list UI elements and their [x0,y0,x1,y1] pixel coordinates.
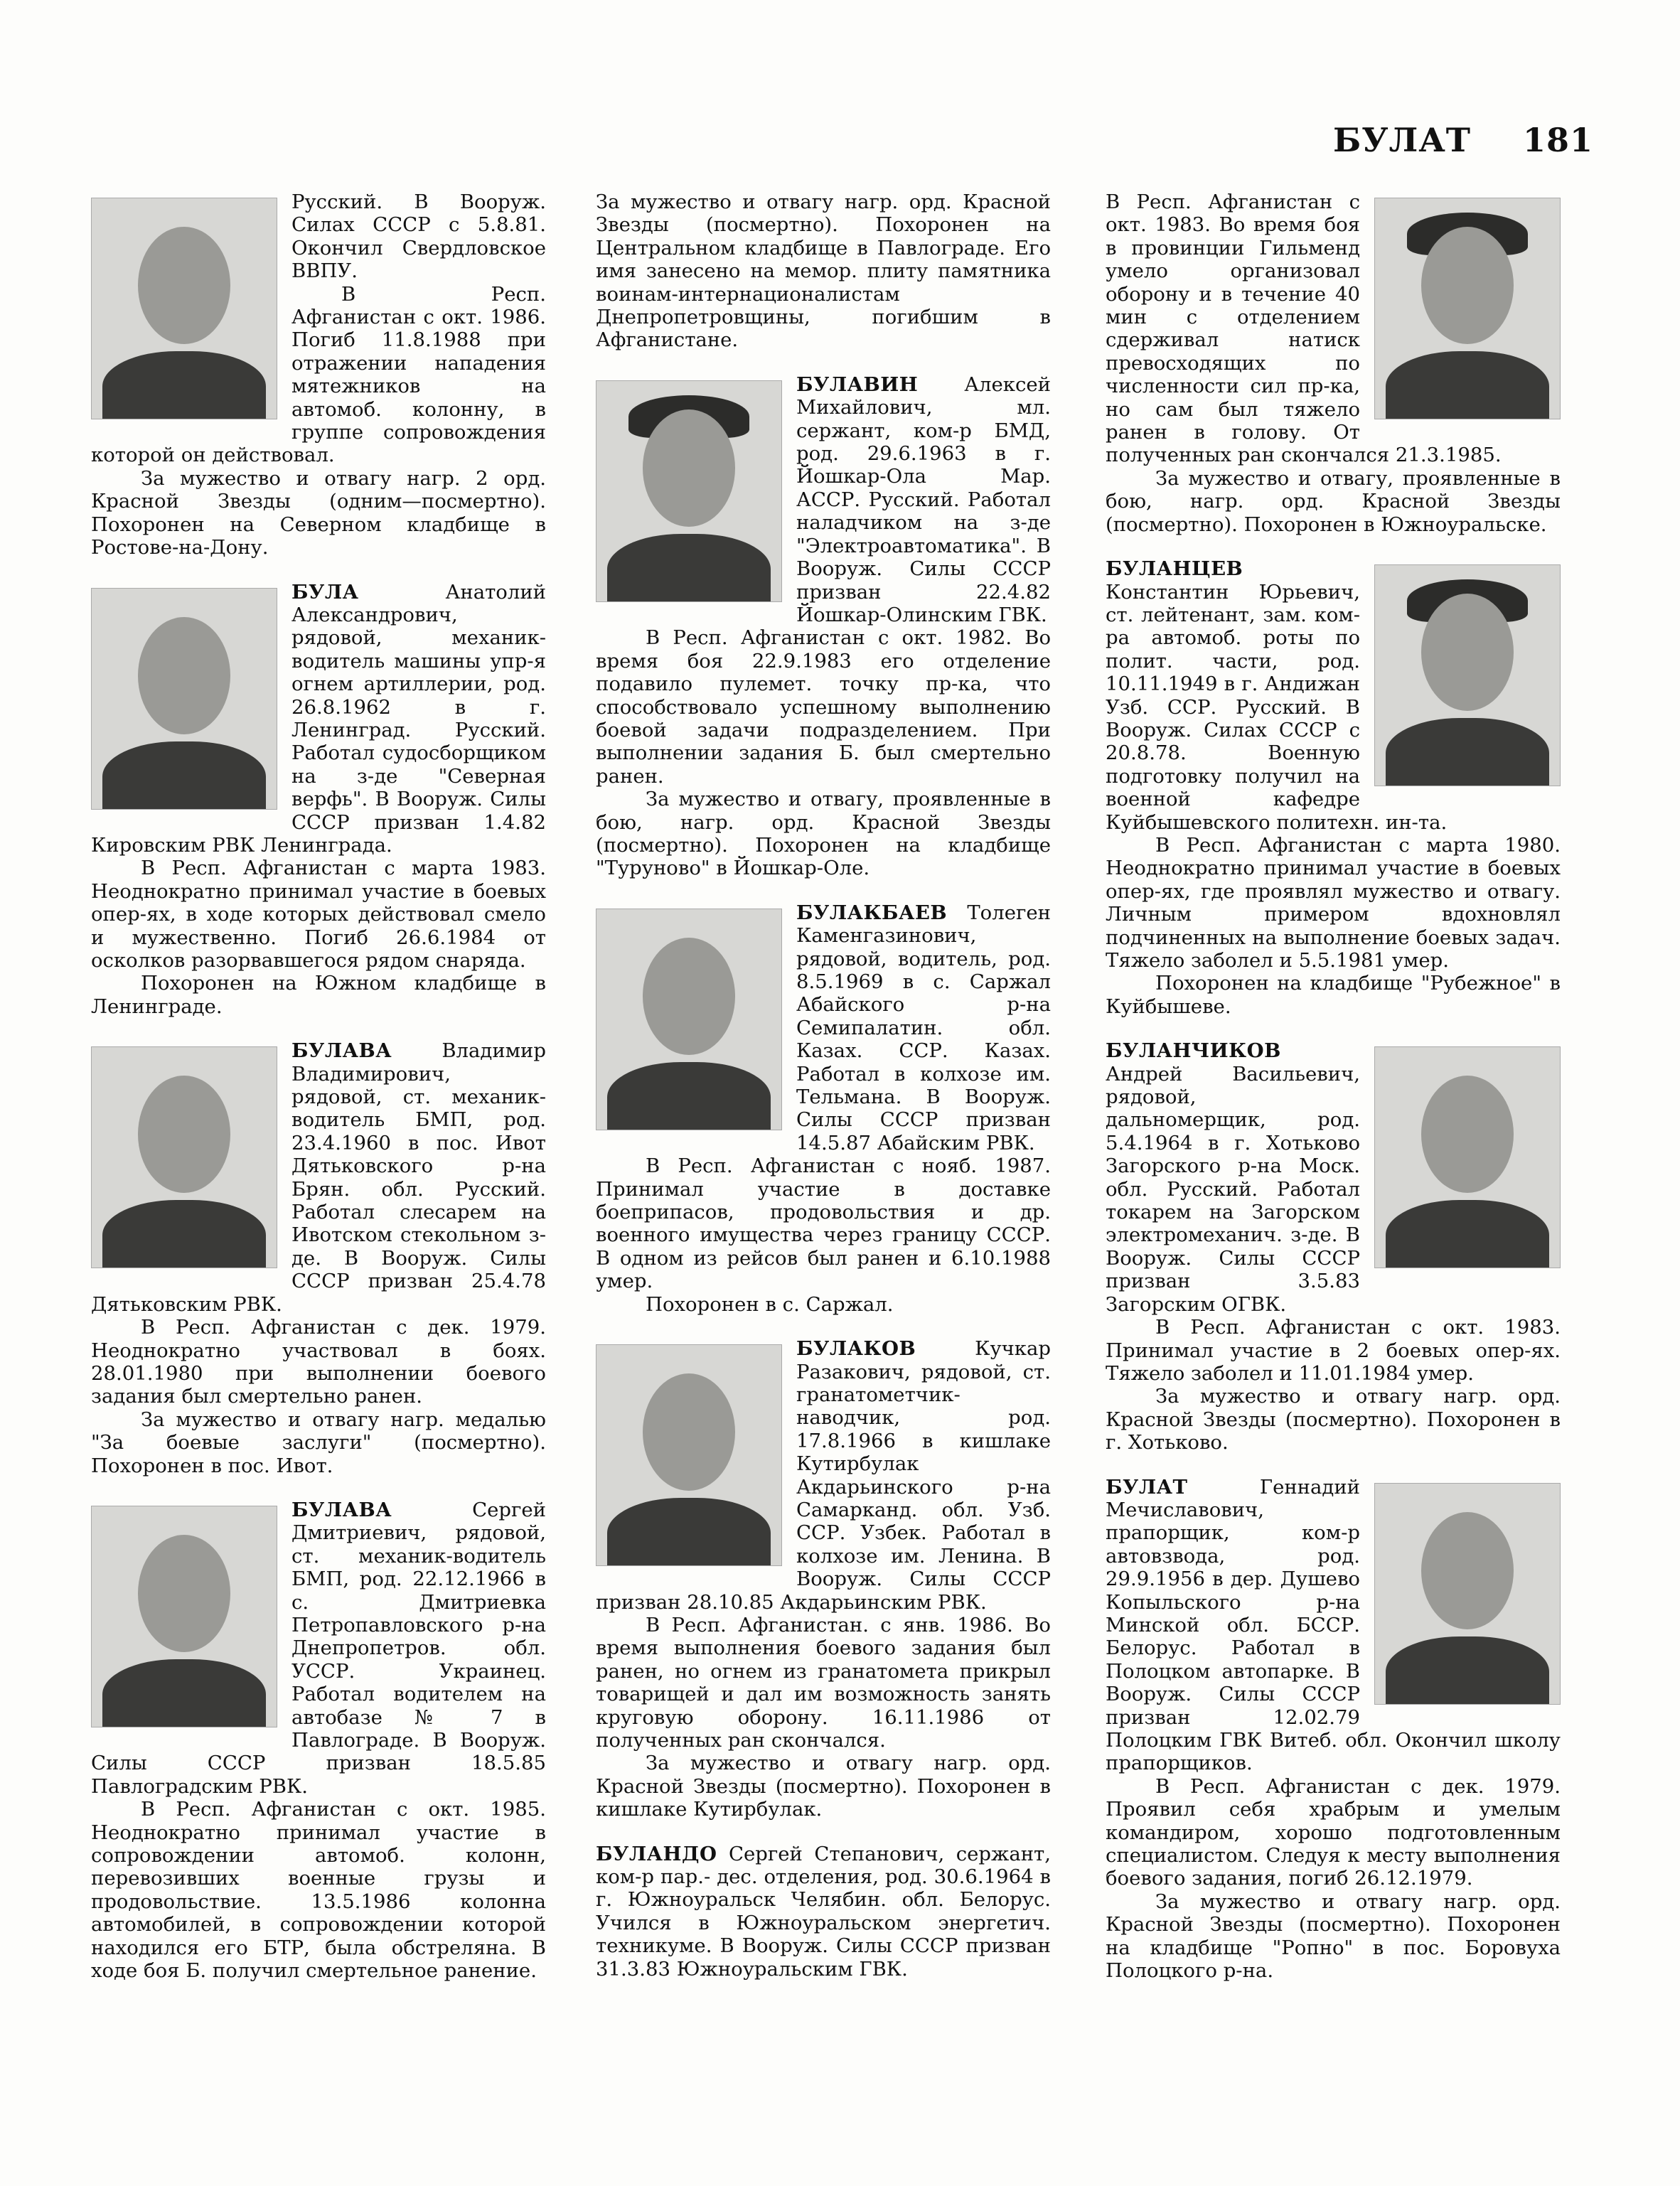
portrait-photo [596,1344,782,1566]
paragraph-text: В Респ. Афганистан с окт. 1982. Во время боя 22.9.1983 его отделение подавило пулемет. точку пр-ка, что способствовало успешному выполнению боевой задачи подразделением. При выполнении задания Б. был смертельно ранен. [596,626,1051,788]
entry-paragraph [596,1843,1051,1981]
entry-surname: БУЛА [291,580,359,604]
biography-entry [1106,557,1561,1018]
entry-surname: БУЛАТ [1106,1475,1188,1499]
entry-paragraph [91,1316,546,1408]
paragraph-text: В Респ. Афганистан с дек. 1979. Проявил себя храбрым и умелым командиром, хорошо подготовленным специалистом. Следуя к месту выполнения боевого задания, погиб 26.12.1979. [1106,1774,1561,1890]
portrait-head [643,1373,735,1491]
entry-paragraph [1106,834,1561,972]
portrait-head [1421,594,1514,711]
biography-entry [91,1499,546,1983]
column-3 [1106,191,1561,2003]
paragraph-text: За мужество и отвагу нагр. 2 орд. Красной Звезды (одним—посмертно). Похоронен на Северном кладбище в Ростове-на-Дону. [91,466,546,559]
entry-paragraph [596,626,1051,788]
entry-paragraph [91,1798,546,1982]
entry-paragraph [596,1293,1051,1316]
paragraph-text: В Респ. Афганистан с марта 1980. Неоднократно принимал участие в боевых опер-ях, где проявлял мужество и отвагу. Личным примером вдохновлял подчиненных на выполнение боевых задач. Тяжело заболел и 5.5.1981 умер. [1106,833,1561,972]
paragraph-text: Геннадий Мечиславович, прапорщик, ком-р автовзвода, род. 29.9.1956 в дер. Душево Копыльского р-на Минской обл. БССР. Белорус. Работал в Полоцком автопарке. В Вооруж. Силы СССР призван 12.02.79 Полоцким ГВК Витеб. обл. Окончил школу прапорщиков. [1106,1475,1561,1775]
portrait-photo [596,380,782,602]
entry-paragraph [1106,1385,1561,1454]
biography-entry [91,581,546,1019]
biography-entry [1106,191,1561,536]
paragraph-text: Владимир Владимирович, рядовой, ст. механик-водитель БМП, род. 23.4.1960 в пос. Ивот Дятьковского р-на Брян. обл. Русский. Работал слесарем на Ивотском стекольном з-де. В Вооруж. Силы СССР призван 25.4.78 Дятьковским РВК. [91,1039,546,1316]
portrait-photo [1374,1046,1561,1268]
page-number: 181 [1523,121,1594,159]
entry-paragraph [91,972,546,1018]
portrait-body [102,351,266,419]
portrait-body [607,1062,771,1130]
portrait-body [1386,1200,1549,1268]
paragraph-text: Сергей Дмитриевич, рядовой, ст. механик-водитель БМП, род. 22.12.1966 в с. Дмитриевка Петропавловского р-на Днепропетров. обл. УССР. Украинец. Работал водителем на автобазе № 7 в Павлограде. В Вооруж. Силы СССР призван 18.5.85 Павлоградским РВК. [91,1498,546,1798]
paragraph-text: Толеген Каменгазинович, рядовой, водитель, род. 8.5.1969 в с. Саржал Абайского р-на Семипалатин. обл. Казах. ССР. Казах. Работал в колхозе им. Тельмана. В Вооруж. Силы СССР призван 14.5.87 Абайским РВК. [796,901,1051,1154]
running-header-word: БУЛАТ [1333,121,1472,159]
portrait-head [138,617,230,734]
portrait-head [1421,227,1514,344]
paragraph-text: Похоронен на кладбище "Рубежное" в Куйбышеве. [1106,972,1561,1018]
paragraph-text: Похоронен на Южном кладбище в Ленинграде. [91,972,546,1018]
biography-entry [596,191,1051,352]
paragraph-text: За мужество и отвагу нагр. орд. Красной Звезды (посмертно). Похоронен в кишлаке Кутирбулак. [596,1752,1051,1821]
paragraph-text: За мужество и отвагу нагр. медалью "За боевые заслуги" (посмертно). Похоронен в пос. Ивот. [91,1408,546,1477]
portrait-head [1421,1512,1514,1629]
entry-paragraph [1106,972,1561,1018]
portrait-body [1386,1636,1549,1705]
entry-paragraph [91,467,546,559]
paragraph-text: В Респ. Афганистан с марта 1983. Неоднократно принимал участие в боевых опер-ях, в ходе которых действовал смело и мужественно. Погиб 26.6.1984 от осколков разорвавшегося рядом снаряда. [91,857,546,972]
portrait-photo [596,909,782,1130]
biography-entry [596,901,1051,1316]
paragraph-text: За мужество и отвагу, проявленные в бою, нагр. орд. Красной Звезды (посмертно). Похоронен на кладбище "Туруново" в Йошкар-Оле. [596,788,1051,880]
entry-surname: БУЛАНЦЕВ [1106,557,1243,581]
paragraph-text: Русский. В Вооруж. Силах СССР с 5.8.81. Окончил Свердловское ВВПУ. [291,191,546,283]
paragraph-text: Анатолий Александрович, рядовой, механик-водитель машины упр-я огнем артиллерии, род. 26.8.1962 в г. Ленинград. Русский. Работал судосборщиком на з-де "Северная верфь". В Вооруж. Силы СССР призван 1.4.82 Кировским РВК Ленинграда. [91,580,546,857]
entry-paragraph [596,1614,1051,1752]
entry-paragraph [596,788,1051,880]
portrait-body [1386,718,1549,786]
entry-surname: БУЛАНДО [596,1842,717,1865]
paragraph-text: В Респ. Афганистан с окт. 1983. Принимал участие в 2 боевых опер-ях. Тяжело заболел и 11.01.1984 умер. [1106,1316,1561,1385]
portrait-body [1386,351,1549,419]
paragraph-text: В Респ. Афганистан с окт. 1986. Погиб 11.8.1988 при отражении нападения мятежников на автомоб. колонну, в группе сопровождения которой он действовал. [91,282,546,467]
paragraph-text: В Респ. Афганистан с нояб. 1987. Принимал участие в доставке боеприпасов, продовольствия и др. военного имущества через границу СССР. В одном из рейсов был ранен и 6.10.1988 умер. [596,1154,1051,1293]
paragraph-text: За мужество и отвагу, проявленные в бою, нагр. орд. Красной Звезды (посмертно). Похоронен в Южноуральске. [1106,466,1561,536]
biography-entry [91,1039,546,1477]
paragraph-text: Андрей Васильевич, рядовой, дальномерщик, род. 5.4.1964 в г. Хотьково Загорского р-на Моск. обл. Русский. Работал токарем на Загорском электромеханич. з-де. В Вооруж. Силы СССР призван 3.5.83 Загорским ОГВК. [1106,1062,1360,1316]
portrait-body [607,534,771,602]
biography-entry [596,1337,1051,1821]
entry-surname: БУЛАВИН [796,373,919,396]
entry-paragraph [91,857,546,972]
paragraph-text: Константин Юрьевич, ст. лейтенант, зам. ком-ра автомоб. роты по полит. части, род. 10.11.1949 в г. Андижан Узб. ССР. Русский. В Вооруж. Силах СССР с 20.8.78. Военную подготовку получил на военной кафедре Куйбышевского политехн. ин-та. [1106,580,1448,834]
paragraph-text: Похоронен в с. Саржал. [646,1292,894,1316]
paragraph-text: В Респ. Афганистан. с янв. 1986. Во время выполнения боевого задания был ранен, но огнем из гранатомета прикрыл товарищей и дал им возможность занять круговую оборону. 16.11.1986 от полученных ран скончался. [596,1613,1051,1752]
portrait-head [138,1076,230,1193]
entry-surname: БУЛАКОВ [796,1337,916,1361]
entry-paragraph [596,1752,1051,1821]
biography-entry [1106,1476,1561,1983]
paragraph-text: Алексей Михайлович, мл. сержант, ком-р БМД, род. 29.6.1963 в г. Йошкар-Ола Мар. АССР. Русский. Работал наладчиком на з-де "Электроавтоматика". В Вооруж. Силы СССР призван 22.4.82 Йошкар-Олинским ГВК. [796,373,1051,626]
paragraph-text: В Респ. Афганистан с окт. 1985. Неоднократно принимал участие в сопровождении автомоб. колонн, перевозивших военные грузы и продовольствие. 13.5.1986 колонна автомобилей, в сопровождении которой находился его БТР, была обстреляна. В ходе боя Б. получил смертельное ранение. [91,1798,546,1983]
portrait-head [138,227,230,344]
paragraph-text: Кучкар Разакович, рядовой, ст. гранатометчик-наводчик, род. 17.8.1966 в кишлаке Кутирбулак Акдарьинского р-на Самарканд. обл. Узб. ССР. Узбек. Работал в колхозе им. Ленина. В Вооруж. Силы СССР призван 28.10.85 Акдарьинским РВК. [596,1337,1051,1614]
entry-paragraph [1106,467,1561,536]
paragraph-text: За мужество и отвагу нагр. орд. Красной Звезды (посмертно). Похоронен на кладбище "Ропно" в пос. Боровуха Полоцкого р-на. [1106,1890,1561,1983]
portrait-body [102,1659,266,1727]
column-2 [596,191,1051,2002]
paragraph-text: За мужество и отвагу нагр. орд. Красной Звезды (посмертно). Похоронен в г. Хотьково. [1106,1385,1561,1454]
biography-entry [596,373,1051,880]
entry-paragraph [1106,1890,1561,1983]
biography-entry [1106,1039,1561,1454]
entry-paragraph [1106,1316,1561,1385]
portrait-body [102,741,266,810]
portrait-head [138,1535,230,1652]
paragraph-text: Сергей Степанович, сержант, ком-р пар.- дес. отделения, род. 30.6.1964 в г. Южноуральск Челябин. обл. Белорус. Учился в Южноуральском энергетич. техникуме. В Вооруж. Силы СССР призван 31.3.83 Южноуральским ГВК. [596,1842,1052,1981]
portrait-photo [91,198,277,419]
biography-entry [91,191,546,559]
entry-surname: БУЛАНЧИКОВ [1106,1039,1281,1063]
entry-surname: БУЛАВА [291,1498,392,1521]
paragraph-text: В Респ. Афганистан с окт. 1983. Во время боя в провинции Гильменд умело организовал оборону и в течение 40 мин с отделением сдерживал натиск превосходящих по численности сил пр-ка, но сам был тяжело ранен в голову. От полученных ран скончался 21.3.1985. [1106,191,1502,467]
biography-entry [596,1843,1051,1981]
portrait-head [643,409,735,527]
portrait-photo [1374,1483,1561,1705]
paragraph-text: За мужество и отвагу нагр. орд. Красной Звезды (посмертно). Похоронен на Центральном кладбище в Павлограде. Его имя занесено на мемор. плиту памятника воинам-интернационалистам Днепропетровщины, погибшим в Афганистане. [596,191,1051,352]
paragraph-text: В Респ. Афганистан с дек. 1979. Неоднократно участвовал в боях. 28.01.1980 при выполнении боевого задания был смертельно ранен. [91,1316,546,1408]
portrait-photo [1374,564,1561,786]
portrait-body [607,1498,771,1566]
entry-paragraph [1106,1775,1561,1890]
portrait-photo [1374,198,1561,419]
entry-surname: БУЛАВА [291,1039,392,1063]
portrait-photo [91,1506,277,1727]
entry-paragraph [91,1408,546,1477]
entry-paragraph [596,1154,1051,1292]
portrait-head [1421,1076,1514,1193]
column-1 [91,191,546,2003]
portrait-body [102,1200,266,1268]
entry-surname: БУЛАКБАЕВ [796,901,948,924]
portrait-head [643,938,735,1055]
portrait-photo [91,588,277,810]
entry-paragraph [596,191,1051,352]
portrait-photo [91,1046,277,1268]
